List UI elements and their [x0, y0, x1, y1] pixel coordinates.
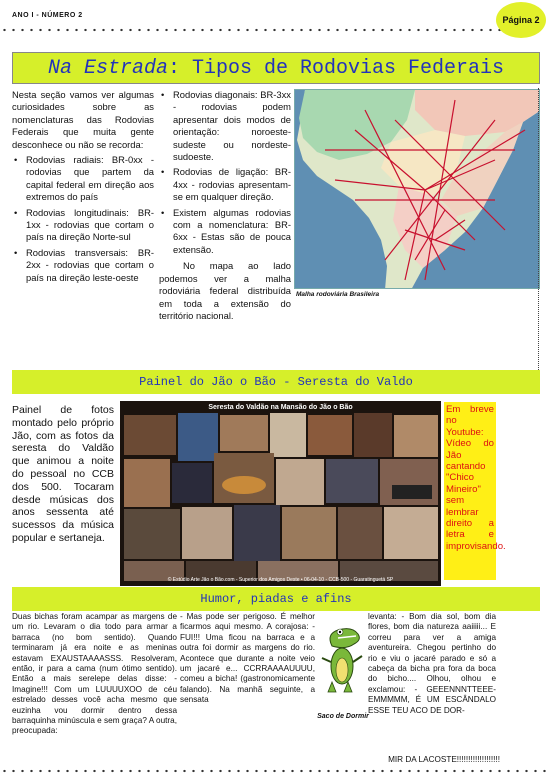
youtube-promo-box: Em breve no Youtube: Vídeo do Jão cantando "Chico Mineiro" sem lembrar direito a letra e improvisando. — [444, 402, 496, 580]
list-item: • Rodovias transversais: BR-2xx - rodovias que cortam o país na direção leste-oeste — [12, 247, 154, 284]
list-item: • Rodovias radiais: BR-0xx - rodovias que partem da capital federal em direção aos extremos do país — [12, 154, 154, 204]
page-header — [0, 0, 548, 40]
alligator-illustration — [318, 624, 366, 694]
article-intro: Nesta seção vamos ver algumas curiosidades sobre as nomenclaturas das Rodovias Federais que muita gente desconhece ou não se recorda: — [12, 89, 154, 150]
article-closing: No mapa ao lado podemos ver a malha rodoviária federal distribuída em toda a extensão do território nacional. — [159, 260, 291, 321]
humor-column-2: - Mas pode ser perigoso. É melhor ficarmos aqui mesmo. A corajosa: - FUI!!! Uma ficou na barraca e a outra foi dormir as margens do rio. Acontece que durante a noite veio um jacaré e... CCRRAAAAUUUU, comeu a bicha! (gastronomicamente falando). Na manhã seguinte, a sensata — [180, 612, 315, 705]
dotted-divider-top — [0, 27, 505, 33]
list-item: • Rodovias diagonais: BR-3xx - rodovias podem apresentar dois modos de orientação: noroeste-sudeste ou nordeste-sudoeste. — [159, 89, 291, 163]
article-column-left — [12, 89, 154, 284]
article-title — [12, 52, 540, 84]
page-number-badge: Página 2 — [496, 2, 546, 38]
article-column-middle — [159, 89, 291, 322]
list-item: • Existem algumas rodovias com a nomenclatura: BR-6xx - Estas são de pouca extensão. — [159, 207, 291, 257]
bullet-list-left — [12, 154, 154, 284]
humor-column-3: levanta: - Bom dia sol, bom dia flores, bom dia natureza aaiiiii... E correu para ver a amiga aventureira. Chegou pertinho do rio e viu o jacaré parado e só a cabeça da bicha pra fora da boca do bicho.... Olhou, olhou e exclamou: - GEEENNNTTEEE-EMMMMM, É UM ESCÂNDALO ESSE TEU ACO DE DOR- — [368, 612, 496, 715]
humor-column-1: Duas bichas foram acampar as margens de um rio. Levaram o dia todo para armar a barraca (no bom sentido). Quando terminaram já era noite e as meninas estavam EXAUSTAAAASSS. Resolveram, então, ir para a cama (num ótimo sentido). Então a mais serelepe delas disse: - Imagine!!! Com um LUUUUXOO de céu estrelado desses você acha mesmo que euzinha vou dormir dentro dessa barraquinha minúscula e sem graça? A outra, preocupada: — [12, 612, 177, 736]
issue-number: ANO I - NÚMERO 2 — [12, 12, 83, 19]
map-caption: Malha rodoviária Brasileira — [296, 291, 380, 298]
article-title-rest: : Tipos de Rodovias Federais — [167, 56, 505, 80]
photo-collage — [120, 401, 441, 586]
photo-credit: © Estúdio Arte Jão o Bão.com - Superior dos Amigos Deste • 06-04-10 - CCB-500 - Guaratinguetá SP — [167, 577, 394, 583]
bullet-list-right — [159, 89, 291, 256]
brazil-road-map — [294, 89, 540, 289]
map-illustration — [295, 90, 540, 289]
painel-text: Painel de fotos montado pelo próprio Jão, com as fotos da seresta do Valdão que animou a noite do pessoal no CCB dos 500. Tocaram desde músicas dos anos sessenta até sucessos da música popular e sertaneja. — [12, 404, 114, 544]
list-item: • Rodovias de ligação: BR-4xx - rodovias apresentam-se em qualquer direção. — [159, 166, 291, 203]
gator-caption: Saco de Dormir — [317, 713, 369, 720]
humor-footer-line: MIR DA LACOSTE!!!!!!!!!!!!!!!!!!! — [388, 755, 500, 764]
list-item: • Rodovias longitudinais: BR-1xx - rodovias que cortam o país na direção Norte-sul — [12, 207, 154, 244]
dotted-divider-bottom — [0, 768, 548, 774]
section-heading-painel: Painel do Jão o Bão - Seresta do Valdo — [12, 370, 540, 394]
collage-illustration — [120, 401, 441, 586]
section-heading-humor: Humor, piadas e afins — [12, 587, 540, 611]
dotted-divider-vertical — [538, 88, 539, 370]
photo-title: Seresta do Valdão na Mansão do Jão o Bão — [208, 404, 353, 411]
article-title-italic: Na Estrada — [47, 56, 168, 80]
